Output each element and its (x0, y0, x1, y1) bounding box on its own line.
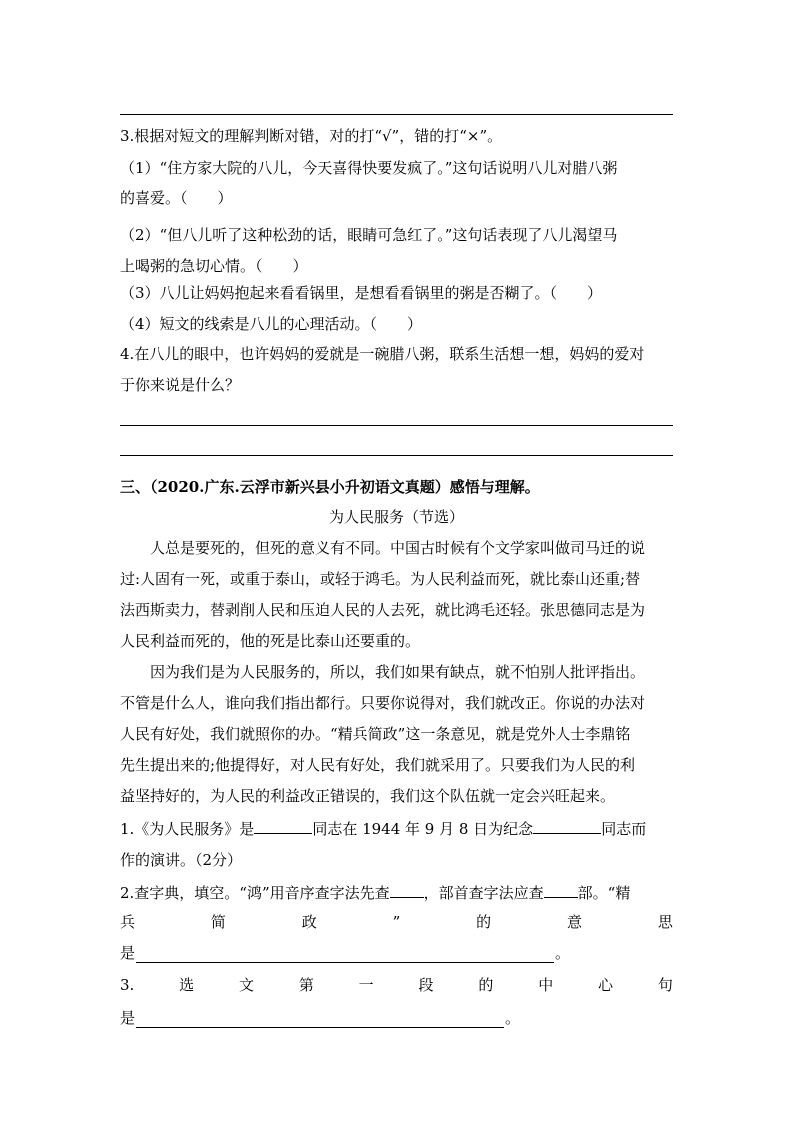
q3-4: （4）短文的线索是八儿的心理活动。（ ） (120, 315, 423, 333)
b-q2-line3-prefix: 是 (120, 944, 136, 962)
passage-p2-line: 因为我们是为人民服务的，所以，我们如果有缺点，就不怕别人批评指出。 (150, 663, 646, 681)
b-q3-char: 文 (238, 976, 254, 994)
b-q3-line2 (120, 1008, 520, 1028)
b-q1-text-a: 1.《为人民服务》是 (120, 820, 255, 838)
b-q3-char: 心 (598, 976, 614, 994)
q3-2-line1: （2）“但八儿听了这种松劲的话，眼睛可急红了。”这句话表现了八儿渴望马 (120, 226, 618, 244)
passage-p2-line: 益坚持好的，为人民的利益改正错误的，我们这个队伍就一定会兴旺起来。 (120, 787, 616, 805)
fill-blank[interactable] (533, 818, 601, 834)
b-q3-char: 一 (358, 976, 374, 994)
b-q2-text-c: 部。“精 (577, 884, 631, 902)
b-q3-line2-suffix: 。 (504, 1009, 520, 1027)
b-q3-line1 (120, 975, 673, 995)
b-q2-char: 兵 (120, 913, 136, 931)
b-q2-char: 简 (210, 913, 226, 931)
q3-title: 3.根据对短文的理解判断对错，对的打“√”，错的打“×”。 (120, 127, 503, 145)
b-q1-line2: 作的演讲。（2分） (120, 851, 243, 869)
fill-blank[interactable] (390, 882, 424, 898)
q3-2-line2: 上喝粥的急切心情。（ ） (120, 257, 308, 275)
b-q2-line3 (120, 943, 570, 963)
passage-p2-line: 人民有好处，我们就照你的办。“精兵简政”这一条意见，就是党外人士李鼎铭 (120, 725, 631, 743)
fill-blank[interactable] (254, 818, 312, 834)
b-q3-char: 选 (179, 976, 195, 994)
b-q2-line3-suffix: 。 (554, 944, 570, 962)
passage-p1-line: 人总是要死的，但死的意义有不同。中国古时候有个文学家叫做司马迁的说 (150, 539, 646, 557)
fill-blank[interactable] (136, 1013, 504, 1028)
answer-line (120, 455, 673, 456)
passage-title: 为人民服务（节选） (328, 508, 464, 526)
b-q2-text-a: 2.查字典，填空。“鸿”用音序查字法先查 (120, 884, 390, 902)
b-q2-char: ” (392, 913, 401, 931)
b-q2-line1 (120, 882, 673, 903)
b-q1-text-b: 同志在 1944 年 9 月 8 日为纪念 (312, 820, 534, 838)
q4-line1: 4.在八儿的眼中，也许妈妈的爱就是一碗腊八粥，联系生活想一想，妈妈的爱对 (120, 345, 645, 363)
b-q2-text-b: ，部首查字法应查 (423, 884, 544, 902)
b-q3-char: 3. (120, 976, 135, 994)
b-q3-char: 第 (298, 976, 314, 994)
b-q2-char: 政 (301, 913, 317, 931)
b-q3-char: 的 (478, 976, 494, 994)
passage-p1-line: 过:人固有一死，或重于泰山，或轻于鸿毛。为人民利益而死，就比泰山还重;替 (120, 570, 641, 588)
q4-line2: 于你来说是什么？ (120, 376, 241, 394)
b-q2-line2 (120, 912, 673, 932)
fill-blank[interactable] (544, 882, 578, 898)
b-q3-line2-prefix: 是 (120, 1009, 136, 1027)
b-q3-char: 句 (657, 976, 673, 994)
q3-1-line1: （1）“住方家大院的八儿，今天喜得快要发疯了。”这句话说明八儿对腊八粥 (120, 159, 618, 177)
passage-p2-line: 不管是什么人，谁向我们指出都行。只要你说得对，我们就改正。你说的办法对 (120, 694, 646, 712)
q3-1-line2: 的喜爱。（ ） (120, 189, 233, 207)
b-q2-char: 意 (567, 913, 583, 931)
b-q1-text-c: 同志而 (601, 820, 647, 838)
b-q2-char: 思 (657, 913, 673, 931)
b-q1-line1 (120, 818, 673, 839)
section-heading: 三、（2020.广东.云浮市新兴县小升初语文真题）感悟与理解。 (120, 478, 540, 496)
q3-3: （3）八儿让妈妈抱起来看看锅里，是想看看锅里的粥是否糊了。（ ） (120, 284, 603, 302)
passage-p1-line: 法西斯卖力，替剥削人民和压迫人民的人去死，就比鸿毛还轻。张思德同志是为 (120, 601, 646, 619)
b-q2-char: 的 (476, 913, 492, 931)
b-q3-char: 中 (538, 976, 554, 994)
passage-p2-line: 先生提出来的;他提得好，对人民有好处，我们就采用了。只要我们为人民的利 (120, 756, 636, 774)
b-q3-char: 段 (418, 976, 434, 994)
passage-p1-line: 人民利益而死的，他的死是比泰山还要重的。 (120, 632, 421, 650)
answer-line (120, 425, 673, 426)
fill-blank[interactable] (136, 948, 554, 963)
answer-line (120, 114, 673, 115)
